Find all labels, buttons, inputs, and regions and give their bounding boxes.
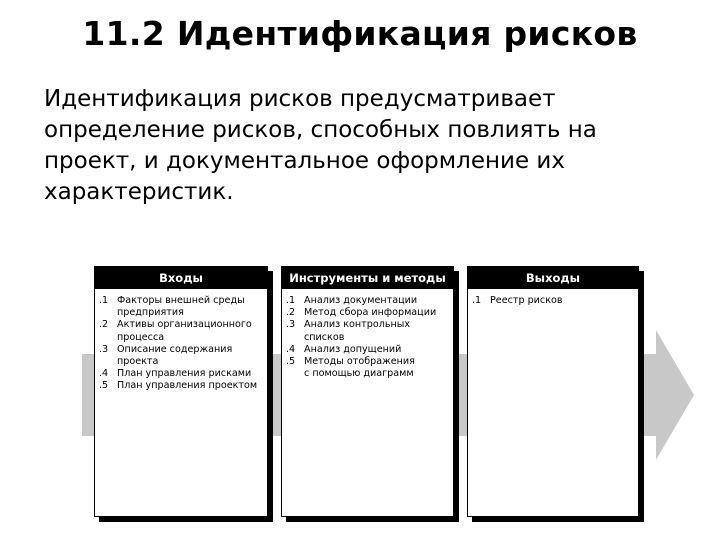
item-number: .2 xyxy=(286,307,296,319)
slide-title: 11.2 Идентификация рисков xyxy=(82,14,638,53)
item-text: Факторы внешней среды предприятия xyxy=(117,295,245,319)
item-text: Активы организационного процесса xyxy=(117,319,252,343)
list-item xyxy=(95,368,267,380)
list-item xyxy=(468,295,638,307)
inputs-list xyxy=(95,295,267,393)
list-item xyxy=(282,319,453,343)
list-item xyxy=(95,380,267,392)
item-number: .1 xyxy=(472,295,482,306)
tools-methods-list xyxy=(282,295,453,380)
list-item xyxy=(282,307,453,319)
item-number: .1 xyxy=(286,295,296,306)
item-text: Описание содержания проекта xyxy=(117,343,233,368)
outputs-panel-header: Выходы xyxy=(468,267,638,289)
tools-methods-panel xyxy=(281,266,454,517)
item-number: .3 xyxy=(99,343,109,355)
item-text: План управления рисками xyxy=(117,368,252,380)
list-item xyxy=(282,356,453,380)
item-number: .3 xyxy=(286,319,296,331)
tools-methods-panel-header: Инструменты и методы xyxy=(282,267,453,289)
inputs-panel xyxy=(94,266,268,517)
inputs-panel-header: Входы xyxy=(95,267,267,289)
list-item xyxy=(95,319,267,343)
item-text: Анализ контрольных списков xyxy=(304,319,411,343)
item-text: Анализ документации xyxy=(304,295,418,306)
item-number: .4 xyxy=(286,343,296,355)
list-item xyxy=(282,295,453,307)
list-item xyxy=(95,295,267,319)
item-number: .5 xyxy=(99,380,109,392)
item-text: Методы отображения с помощью диаграмм xyxy=(304,356,415,380)
list-item xyxy=(282,344,453,356)
item-text: План управления проектом xyxy=(117,380,258,392)
item-number: .1 xyxy=(99,295,109,306)
item-number: .2 xyxy=(99,319,109,331)
item-number: .4 xyxy=(99,368,109,380)
outputs-panel xyxy=(467,266,639,517)
item-text: Реестр рисков xyxy=(490,295,563,306)
item-text: Анализ допущений xyxy=(304,343,402,355)
outputs-list xyxy=(468,295,638,307)
slide-body-text: Идентификация рисков предусматривает определение рисков, способных повлиять на проект, и документальное оформление их характеристик. xyxy=(44,86,597,205)
list-item xyxy=(95,344,267,368)
item-number: .5 xyxy=(286,356,296,368)
item-text: Метод сбора информации xyxy=(304,307,437,319)
